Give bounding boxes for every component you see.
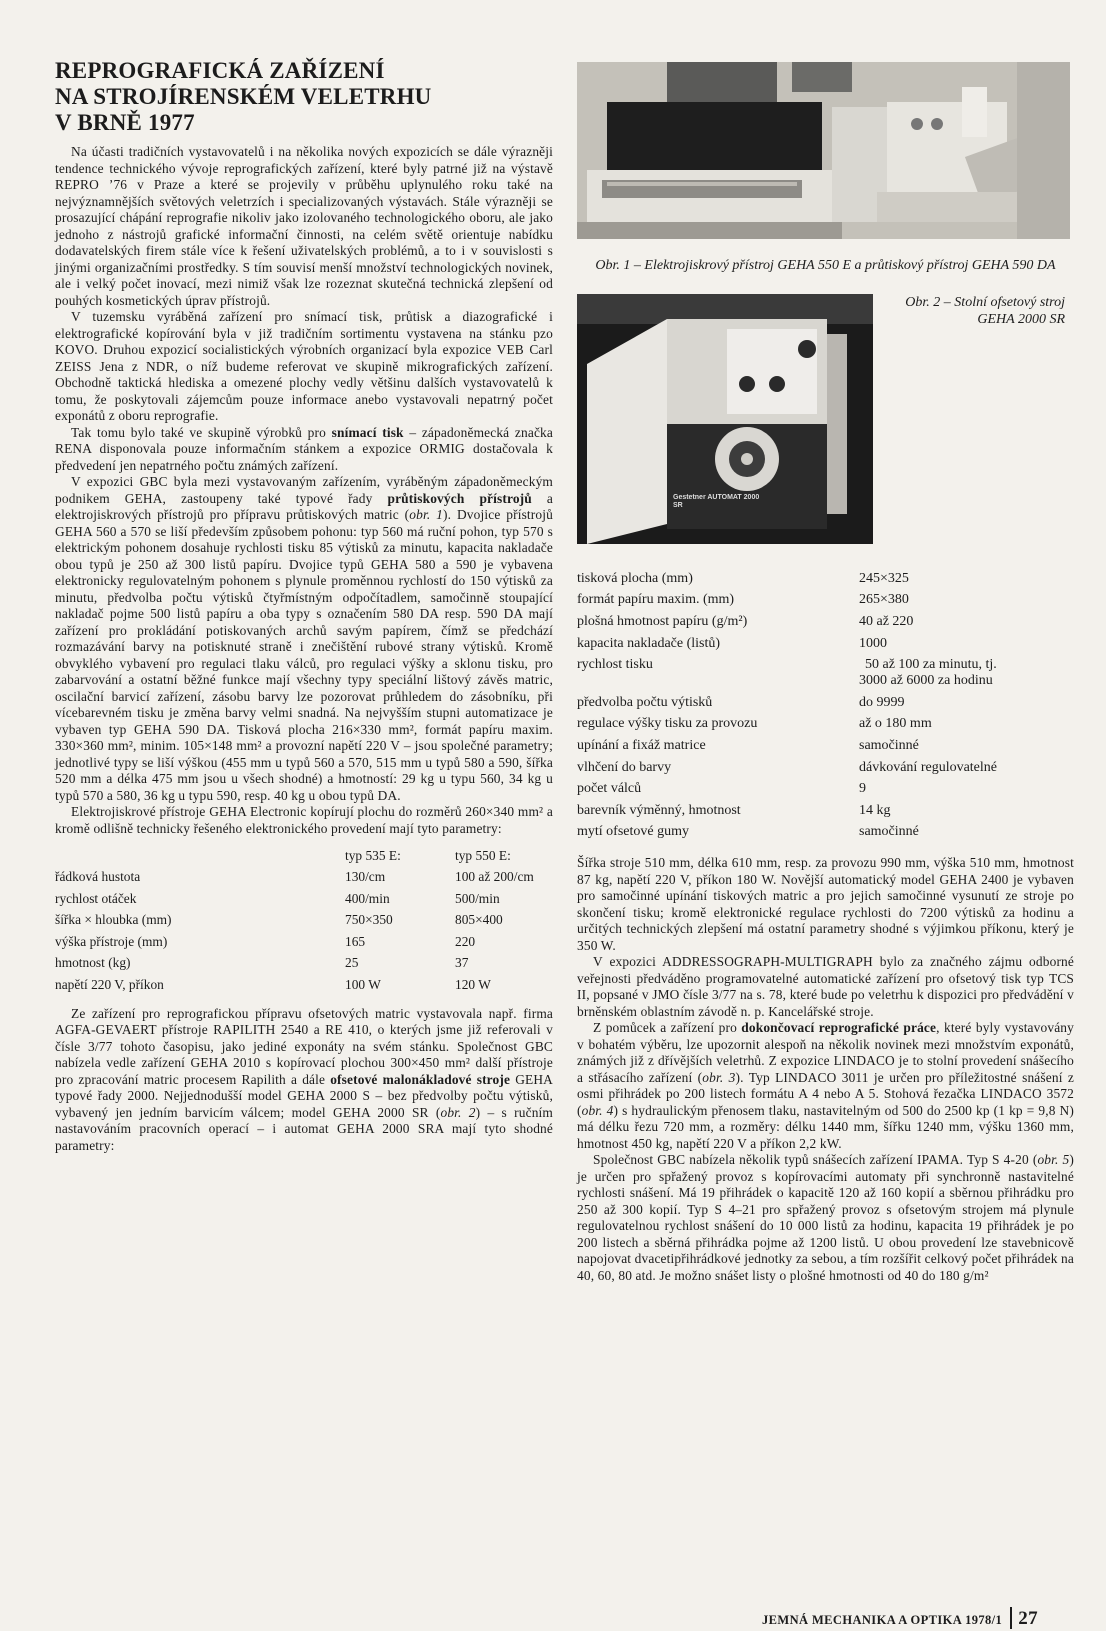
table-cell: rychlost otáček <box>55 890 137 906</box>
table-cell: kapacita nakladače (listů) <box>577 635 721 651</box>
paragraph: Na účasti tradičních vystavovatelů i na několika nových expozicích se dále výrazněji tendence technického vývoje reprografických zařízení, které byly patrné již na výstavě REPRO ’76 v Praze a které se projevily v průběhu uplynulého roku také na nejvýznamnějších světových veletrzích i specializovaných výstavách. Stále výrazněji se prosazující chápání reprografie nikoliv jako izolovaného technologického oboru, ale jako jednoho z nástrojů grafické informační činnosti, na celém světě orientuje nabídku dodavatelských firem stále více k řešení uživatelských problémů, a to i v souvislosti s jinými organizačními prostředky. S tím souvisí menší množství technologických novinek, ale i velký počet inovací, mezi nimiž však lze rozeznat skutečná technická zlepšení od pouhých kosmetických úprav přístrojů. <box>55 144 553 308</box>
title-line: NA STROJÍRENSKÉM VELETRHU <box>55 84 432 109</box>
paragraph <box>577 1020 1074 1152</box>
table-cell: 25 <box>345 955 359 970</box>
table-cell: rychlost tisku <box>577 657 653 673</box>
table-cell: 1000 <box>859 635 887 651</box>
table-cell: 40 až 220 <box>859 613 914 629</box>
table-cell: do 9999 <box>859 694 905 710</box>
table-row <box>577 757 1074 779</box>
text-run: ) je určen pro spřažený provoz s kopírovacími automaty při synchronně nastavitelné rychlosti snášení. Má 19 přihrádek o kapacitě 120 až 160 kopií a sběrnou přihrádku pro 250 až 300 kopií. Typ S 4–21 pro spřažený provoz s ofsetovým strojem má plynule regulovatelnou rychlost snášení do 10 000 listů za hodinu, kapacita 19 přihrádek je po 200 listech a sběrná přihrádka pojme až 1200 listů. U obou provedení lze stavebnicově napojovat dvacetipřihrádkové jednotky za sebou, a tím rozšířit celkový počet přihrádek na 40, 60, 80 atd. Je možno snášet listy o plošné hmotnosti od 40 do 180 g/m² <box>577 1152 1074 1283</box>
text-run: , které byly vystavovány v bohatém výběru, lze upozornit alespoň na několik novinek mezi množstvím exponátů, známých již z dřívějších veletrhů. Z expozice LINDACO je to stolní provedení snášecího a střásacího zařízení ( <box>577 1020 1074 1085</box>
figure-2-photo <box>577 294 873 544</box>
figure-ref: obr. 3 <box>702 1069 736 1085</box>
table-row <box>577 633 1074 655</box>
table-cell: mytí ofsetové gumy <box>577 824 689 840</box>
bold-run: průtiskových přístrojů <box>387 490 532 506</box>
table-cell: 14 kg <box>859 802 891 818</box>
table-cell: až o 180 mm <box>859 716 932 732</box>
table-cell: 120 W <box>455 976 491 992</box>
table-cell: napětí 220 V, příkon <box>55 976 164 992</box>
table-cell: barevník výměnný, hmotnost <box>577 802 741 818</box>
table-cell: výška přístroje (mm) <box>55 933 168 949</box>
machine-brand-label: Gestetner AUTOMAT 2000 SR <box>673 494 760 509</box>
table-cell: typ 535 E: <box>345 847 401 863</box>
table-row <box>55 974 553 996</box>
table-cell: 245×325 <box>859 570 909 586</box>
table-cell: tisková plocha (mm) <box>577 570 693 586</box>
paragraph <box>55 1006 553 1155</box>
figure-ref: obr. 2 <box>440 1104 476 1120</box>
figure-ref: obr. 4 <box>581 1102 614 1118</box>
table-cell: počet válců <box>577 781 642 797</box>
table-cell: 220 <box>455 933 476 949</box>
table-cell <box>859 654 1074 692</box>
table-row <box>577 590 1074 612</box>
table-row <box>577 568 1074 590</box>
page-number: 27 <box>1018 1608 1039 1629</box>
table-cell: 165 <box>345 933 366 949</box>
paragraph <box>55 474 553 804</box>
text-run: Tak tomu bylo také ve skupině výrobků pro <box>71 424 332 440</box>
table-cell: hmotnost (kg) <box>55 955 131 970</box>
offset-press-specs-table <box>577 568 1074 843</box>
table-row <box>577 654 1074 692</box>
table-row <box>55 867 553 889</box>
table-cell: 130/cm <box>345 869 386 884</box>
duplicator-machines-image <box>577 62 1070 239</box>
table-cell: 500/min <box>455 890 500 906</box>
table-row <box>55 910 553 932</box>
table-row <box>577 611 1074 633</box>
table-cell: plošná hmotnost papíru (g/m²) <box>577 613 748 629</box>
figure-2-block <box>577 294 1074 544</box>
table-cell <box>55 845 345 867</box>
paragraph: V tuzemsku vyráběná zařízení pro snímací tisk, průtisk a diazografické i elektrografické kopírování byla v již tradičním sortimentu vystavena na stánku pzo KOVO. Druhou expozicí socialistických výrobních organizací byla expozice VEB Carl ZEISS Jena z NDR, o níž budeme referovat ve skupině mikrografických zařízení. Obchodně taktická hlediska a omezené plochy vedly většinu dalších vystavovatelů k tomu, že poskytovali zájemcům pouze informace anebo vystavovali nepatrný počet exponátů z oboru reprografie. <box>55 309 553 423</box>
figure-1-photo <box>577 62 1070 239</box>
table-cell: 100 až 200/cm <box>455 869 534 884</box>
figure-2-caption: Obr. 2 – Stolní ofsetový stroj GEHA 2000 SR <box>905 295 1065 327</box>
figure-1-caption: Obr. 1 – Elektrojiskrový přístroj GEHA 550 E a průtiskový přístroj GEHA 590 DA <box>595 258 1056 273</box>
table-cell: samočinné <box>859 824 919 840</box>
table-cell-line: 50 až 100 za minutu, tj. <box>865 657 997 673</box>
text-run: ). Dvojice přístrojů GEHA 560 a 570 se liší především způsobem pohonu: typ 560 má ruční pohon, typ 570 s elektrickým pohonem dosahuje rychlosti tisku 85 výtisků za minutu, kapacita nakladače obou typů je 250 až 300 listů papíru. Dvojice typů GEHA 580 a 590 je vybavena elektronicky regulovatelným pohonem s plynule proměnnou rychlostí do 150 výtisků za minutu, předvolba počtu výtisků čtyřmístným odpočítadlem, samočinně stoupající nakladač pojme 500 listů papíru a oba typy s označením 580 DA resp. 590 DA mají zařízení pro prokládání potiskovaných archů savým papírem, čímž se předchází rozmazávání barvy na potisknuté straně i znečištění rubové strany výtisků. Kromě obvyklého vybavení pro regulaci tlaku válců, pro regulaci výšky a sklonu tisku, pro zabarvování a ostatní běžné funkce mají všechny typy speciální lištový závěs matric, oscilační barvicí zařízení, zásobu barvy lze pozorovat průhledem do zásobníku, při vícebarevném tisku je změna barvy velmi snadná. Na nejvyšším stupni automatizace je vybaven typ GEHA 590 DA. Tisková plocha 216×330 mm², formát papíru maxim. 330×360 mm², minim. 105×148 mm² a provozní napětí 220 V – jsou společné parametry; jednotlivé typy se liší výškou (455 mm u typů 560 a 570, 515 mm u typů 580 a 590, šířka 520 mm a délka 475 mm jsou u všech shodné) a hmotností: 29 kg u typu 560, 34 kg u typů 570 a 580, 36 kg u typu 590, resp. 40 kg u obou typů DA. <box>55 507 553 803</box>
table-row <box>577 735 1074 757</box>
article-title <box>55 58 553 136</box>
journal-name: JEMNÁ MECHANIKA A OPTIKA 1978/1 <box>762 1613 1003 1627</box>
figure-ref: obr. 1 <box>409 507 444 522</box>
table-row <box>577 692 1074 714</box>
table-cell: vlhčení do barvy <box>577 759 672 775</box>
text-run: – západoněmecká značka RENA disponovala pouze informačním stánkem a expozice ORMIG dostačovala k předvedení jen nepatrného počtu známých zařízení. <box>55 424 553 473</box>
bold-run: ofsetové malonákladové stroje <box>330 1071 511 1087</box>
table-cell: šířka × hloubka (mm) <box>55 912 172 927</box>
table-cell: dávkování regulovatelné <box>859 759 998 775</box>
text-run: Z pomůcek a zařízení pro <box>593 1020 742 1036</box>
table-row <box>577 822 1074 844</box>
text-run: ). Typ LINDACO 3011 je určen pro příležitostné snášení z osmi přihrádek po 200 listech formátu A 4 nebo A 5. Stohová řezačka LINDACO 3572 ( <box>577 1069 1074 1118</box>
table-row <box>55 888 553 910</box>
title-line: V BRNĚ 1977 <box>55 110 195 135</box>
table-cell: 100 W <box>345 976 381 992</box>
table-cell: 9 <box>859 781 866 797</box>
parameters-table <box>55 845 553 996</box>
text-run: ) s hydraulickým přenosem tlaku, nastavitelným od 500 do 2500 kp (1 kp = 9,8 N) má délku řezu 720 mm, a rozměry: délku 1440 mm, šířku 1240 mm, výšku 1360 mm, hmotnost 450 kg, napětí 220 V a příkon 2,2 kW. <box>577 1102 1074 1151</box>
page-footer <box>762 1607 1038 1630</box>
table-cell-line: 3000 až 6000 za hodinu <box>859 673 993 689</box>
paragraph <box>55 425 553 475</box>
bold-run: dokončovací reprografické práce <box>741 1020 937 1036</box>
table-cell: 37 <box>455 955 469 970</box>
table-cell: regulace výšky tisku za provozu <box>577 716 758 732</box>
table-cell: 400/min <box>345 890 390 906</box>
table-row <box>55 931 553 953</box>
table-cell: formát papíru maxim. (mm) <box>577 592 735 608</box>
table-cell: 750×350 <box>345 912 393 927</box>
text-run: ) – s ručním nastavováním pracovních operací – i automat GEHA 2000 SRA mají tyto shodné parametry: <box>55 1104 553 1153</box>
table-row <box>577 778 1074 800</box>
footer-divider <box>1010 1607 1012 1629</box>
paragraph <box>577 1152 1074 1284</box>
table-row <box>577 800 1074 822</box>
text-run: a elektrojiskrových přístrojů pro přípravu průtiskových matric ( <box>55 490 553 522</box>
table-header-row <box>55 845 553 867</box>
table-row <box>55 953 553 975</box>
table-cell: 805×400 <box>455 912 503 927</box>
bold-run: snímací tisk <box>331 424 404 440</box>
paragraph: Elektrojiskrové přístroje GEHA Electronic kopírují plochu do rozměrů 260×340 mm² a kromě odlišně technicky řešeného elektronického provedení mají tyto parametry: <box>55 804 553 836</box>
table-cell: řádková hustota <box>55 869 141 884</box>
table-row <box>577 714 1074 736</box>
table-cell: upínání a fixáž matrice <box>577 737 706 753</box>
text-run: V expozici GBC byla mezi vystavovaným zařízením, vyráběným západoněmeckým podnikem GEHA, zastoupeny také typové řady <box>55 474 553 506</box>
text-run: GEHA typové řady 2000. Nejjednodušší model GEHA 2000 S – bez předvolby počtu výtisků, vybavený jen jedním barvicím válcem; model GEHA 2000 SR ( <box>55 1071 553 1120</box>
paragraph: Šířka stroje 510 mm, délka 610 mm, resp. za provozu 990 mm, výška 510 mm, hmotnost 87 kg, napětí 220 V, příkon 180 W. Novější automatický model GEHA 2400 je vybaven pro samočinné upínání tiskových matric a pro jejich samočinné vysunutí ze stroje po skončení tisku; kromě elektronické regulace rychlosti do 7200 výtisků za hodinu a určitých technických zlepšení má ostatní parametry shodné s výjimkou příkonu, který je 350 W. <box>577 855 1074 953</box>
paragraph: V expozici ADDRESSOGRAPH-MULTIGRAPH bylo za značného zájmu odborné veřejnosti předváděno programovatelné automatické zařízení pro ofsetový tisk typ TCS II, popsané v JMO čísle 3/77 na s. 78, které bude po veletrhu k dispozici pro předvádění v brněnském oblastním závodě n. p. Kancelářské stroje. <box>577 954 1074 1019</box>
right-column <box>577 62 1074 1284</box>
text-run: Ze zařízení pro reprografickou přípravu ofsetových matric vystavovala např. firma AGFA-GEVAERT přístroje RAPILITH 2540 a RE 410, o kterých jsme již referovali v čísle 3/77 tohoto časopisu, jako jediné exponáty na svém stánku. Společnost GBC nabízela vedle zařízení GEHA 2010 s kopírovací plochou 300×450 mm² další přístroje pro zpracování matric procesem Rapilith a dále <box>55 1005 553 1087</box>
table-cell: typ 550 E: <box>455 847 511 863</box>
left-column <box>55 58 553 1154</box>
table-cell: samočinné <box>859 737 919 753</box>
table-cell: předvolba počtu výtisků <box>577 694 713 710</box>
text-run: Společnost GBC nabízela několik typů snášecích zařízení IPAMA. Typ S 4-20 ( <box>593 1152 1038 1168</box>
title-line: REPROGRAFICKÁ ZAŘÍZENÍ <box>55 58 385 83</box>
table-cell: 265×380 <box>859 592 909 608</box>
figure-ref: obr. 5 <box>1037 1152 1070 1168</box>
